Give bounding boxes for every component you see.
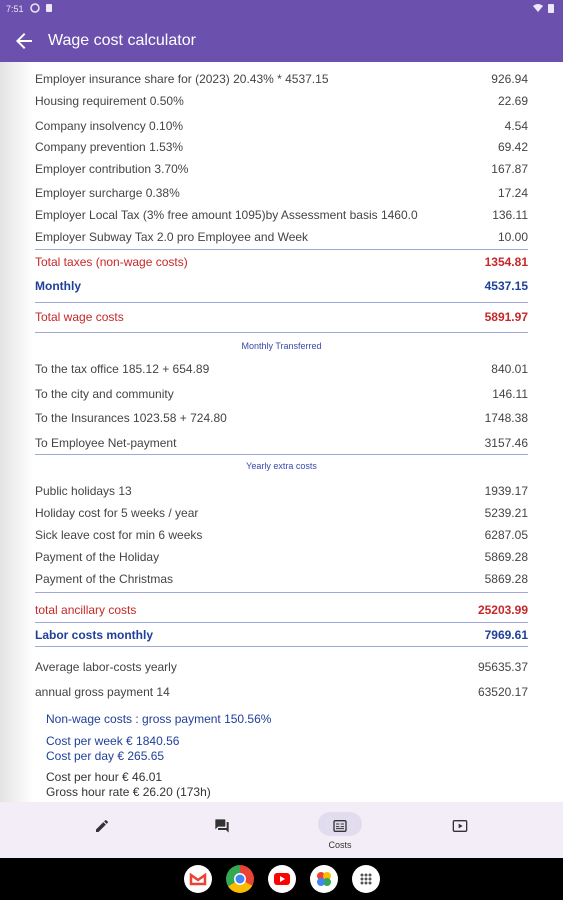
transfer-label: To the tax office 185.12 + 654.89 [35, 362, 210, 376]
calculator-icon [332, 818, 348, 834]
cost-label: Employer Local Tax (3% free amount 1095)by Assessment basis 1460.0 [35, 208, 418, 222]
transfer-label: To the Insurances 1023.58 + 724.80 [35, 411, 227, 425]
monthly-label: Monthly [35, 279, 81, 293]
yearly-value: 5239.21 [484, 506, 528, 520]
cost-value: 17.24 [497, 186, 528, 200]
gross-hour-rate-note: Gross hour rate € 26.20 (173h) [46, 785, 211, 799]
yearly-label: Payment of the Holiday [35, 550, 160, 564]
gmail-icon[interactable] [184, 865, 212, 893]
chrome-icon[interactable] [226, 865, 254, 893]
back-arrow-icon[interactable] [12, 29, 36, 53]
play-icon [452, 818, 468, 834]
divider [35, 622, 528, 623]
settings-status-icon [30, 3, 40, 13]
divider [35, 302, 528, 303]
nav-chat[interactable] [182, 808, 262, 854]
chat-icon [214, 818, 230, 834]
total-wage-label: Total wage costs [35, 310, 124, 324]
yearly-value: 5869.28 [484, 572, 528, 586]
nav-costs-label: Costs [328, 840, 352, 850]
total-ancillary-label: total ancillary costs [35, 603, 137, 617]
youtube-icon[interactable] [268, 865, 296, 893]
divider [35, 646, 528, 647]
section-title-transferred: Monthly Transferred [241, 341, 322, 351]
photos-icon[interactable] [310, 865, 338, 893]
cost-value: 10.00 [497, 230, 528, 244]
transfer-label: To the city and community [35, 387, 174, 401]
cost-per-day-note: Cost per day € 265.65 [46, 749, 165, 763]
cost-label: Employer contribution 3.70% [35, 162, 189, 176]
transfer-value: 1748.38 [484, 411, 528, 425]
labor-monthly-value: 7969.61 [484, 628, 528, 642]
section-title-yearly: Yearly extra costs [246, 461, 317, 471]
app-drawer-icon[interactable] [352, 865, 380, 893]
annual-gross-value: 63520.17 [477, 685, 528, 699]
yearly-label: Sick leave cost for min 6 weeks [35, 528, 203, 542]
divider [35, 332, 528, 333]
yearly-label: Public holidays 13 [35, 484, 132, 498]
cost-label: Housing requirement 0.50% [35, 94, 184, 108]
average-yearly-label: Average labor-costs yearly [35, 660, 177, 674]
cost-value: 69.42 [497, 140, 528, 154]
cost-label: Employer surcharge 0.38% [35, 186, 180, 200]
yearly-value: 6287.05 [484, 528, 528, 542]
cost-value: 136.11 [492, 208, 528, 222]
total-taxes-label: Total taxes (non-wage costs) [35, 255, 188, 269]
bottom-navigation [0, 802, 563, 858]
cost-label: Employer Subway Tax 2.0 pro Employee and Week [35, 230, 309, 244]
monthly-value: 4537.15 [484, 279, 528, 293]
average-yearly-value: 95635.37 [477, 660, 528, 674]
cost-label: Company insolvency 0.10% [35, 119, 184, 133]
annual-gross-label: annual gross payment 14 [35, 685, 170, 699]
nav-costs[interactable] [300, 808, 380, 854]
ratio-note: Non-wage costs : gross payment 150.56% [46, 712, 272, 726]
transfer-label: To Employee Net-payment [35, 436, 177, 450]
calculation-results [0, 62, 563, 802]
cost-per-week-note: Cost per week € 1840.56 [46, 734, 180, 748]
battery-icon [547, 3, 555, 14]
nav-edit[interactable] [62, 808, 142, 854]
cost-value: 926.94 [491, 72, 528, 86]
yearly-value: 5869.28 [484, 550, 528, 564]
status-bar [0, 0, 563, 20]
system-dock [0, 858, 563, 900]
page-title: Wage cost calculator [48, 32, 196, 49]
transfer-value: 840.01 [491, 362, 528, 376]
cost-label: Employer insurance share for (2023) 20.43% * 4537.15 [35, 72, 329, 86]
yearly-label: Payment of the Christmas [35, 572, 174, 586]
divider [35, 592, 528, 593]
transfer-value: 146.11 [492, 387, 528, 401]
transfer-value: 3157.46 [484, 436, 528, 450]
app-bar [0, 20, 563, 62]
status-time: 7:51 [6, 4, 24, 14]
edit-pencil-icon [94, 818, 110, 834]
cost-value: 22.69 [497, 94, 528, 108]
total-taxes-value: 1354.81 [484, 255, 528, 269]
yearly-label: Holiday cost for 5 weeks / year [35, 506, 199, 520]
nav-video[interactable] [420, 808, 500, 854]
sim-status-icon [44, 3, 54, 13]
cost-value: 4.54 [504, 119, 528, 133]
cost-value: 167.87 [491, 162, 528, 176]
wifi-icon [533, 3, 543, 13]
total-wage-value: 5891.97 [484, 310, 528, 324]
cost-label: Company prevention 1.53% [35, 140, 184, 154]
labor-monthly-label: Labor costs monthly [35, 628, 154, 642]
yearly-value: 1939.17 [484, 484, 528, 498]
page-edge-shadow [0, 62, 34, 802]
cost-per-hour-note: Cost per hour € 46.01 [46, 770, 163, 784]
divider [35, 249, 528, 250]
total-ancillary-value: 25203.99 [477, 603, 528, 617]
divider [35, 454, 528, 455]
